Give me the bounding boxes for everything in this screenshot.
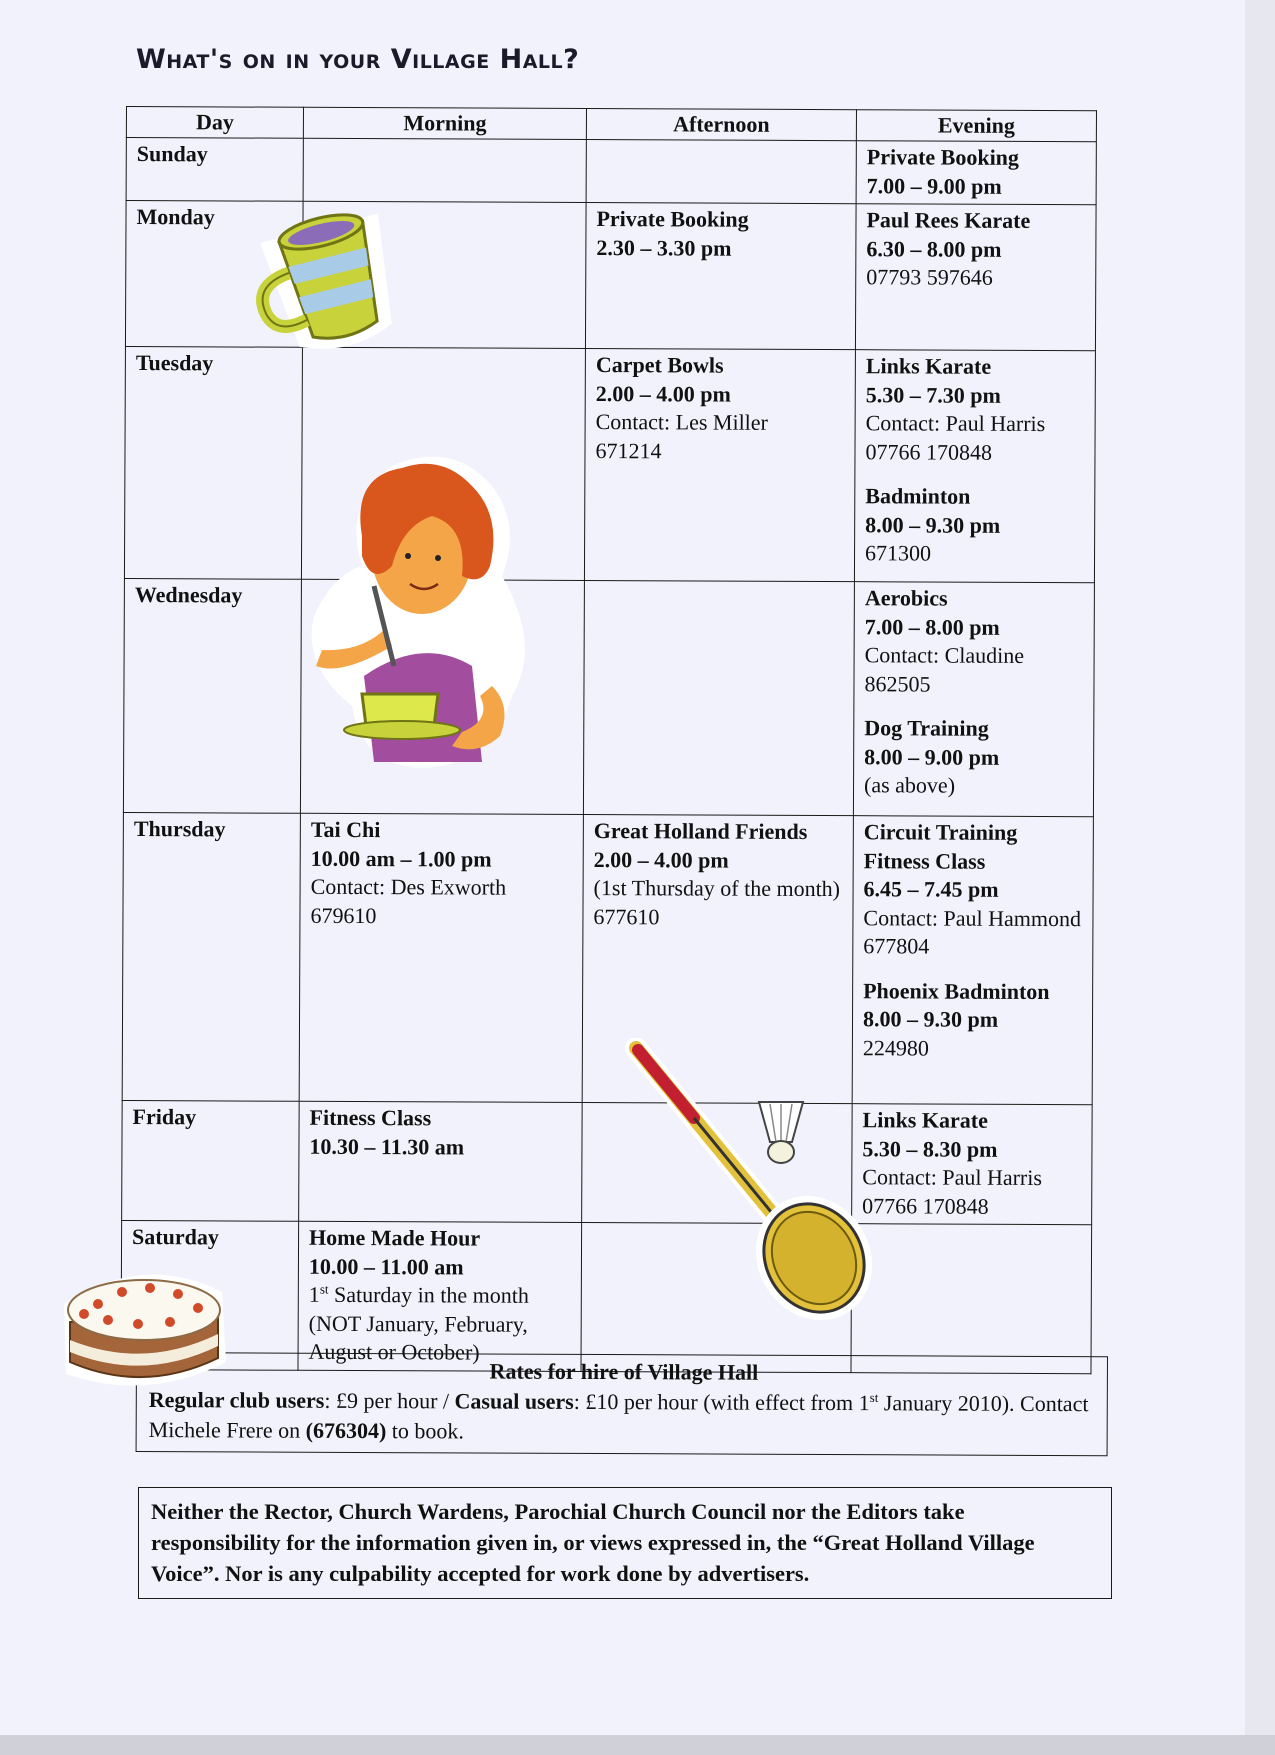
activity-time: 6.45 – 7.45 pm xyxy=(863,876,999,902)
activity-entry xyxy=(596,205,847,263)
disclaimer-box: Neither the Rector, Church Wardens, Parochial Church Council nor the Editors take responsibility for the information given in, or views expressed in, the “Great Holland Village Voice”. Nor is any culpability accepted for work done by advertisers. xyxy=(138,1487,1112,1599)
column-header: Afternoon xyxy=(586,109,856,141)
schedule-row xyxy=(124,346,1095,582)
activity-name: Carpet Bowls xyxy=(595,352,724,378)
activity-entry xyxy=(310,816,574,931)
day-cell: Sunday xyxy=(126,138,303,202)
header-row xyxy=(126,107,1096,142)
activity-name: Paul Rees Karate xyxy=(866,207,1031,233)
activity-time: 10.00 am – 1.00 pm xyxy=(310,845,492,872)
activity-entry xyxy=(867,143,1088,201)
casual-rate: : £10 per hour (with effect from 1 xyxy=(573,1388,870,1416)
activity-detail: 671300 xyxy=(865,540,932,566)
activity-note xyxy=(309,1281,573,1311)
schedule-row xyxy=(121,1220,1092,1373)
activity-time: 10.00 – 11.00 am xyxy=(308,1253,464,1279)
activity-time: 10.30 – 11.30 am xyxy=(309,1133,465,1159)
evening-cell xyxy=(851,1224,1092,1374)
scan-edge xyxy=(1245,0,1275,1755)
morning-cell xyxy=(298,1221,582,1371)
activity-detail: (as above) xyxy=(863,772,956,798)
activity-detail: 07793 597646 xyxy=(866,264,993,290)
activity-detail: 671214 xyxy=(595,437,662,463)
activity-detail: 862505 xyxy=(864,670,931,697)
activity-name: Links Karate xyxy=(862,1107,988,1133)
activity-detail: Contact: Paul Harris xyxy=(862,1164,1043,1191)
cake-sticker xyxy=(58,1262,230,1394)
hire-rates-box xyxy=(136,1352,1108,1456)
column-header: Morning xyxy=(303,107,586,139)
activity-time: 8.00 – 9.30 pm xyxy=(862,1006,999,1032)
evening-cell xyxy=(852,816,1093,1105)
girl-with-teacup-sticker xyxy=(302,446,552,772)
activity-name: Aerobics xyxy=(864,585,948,611)
rates-tail: to book. xyxy=(386,1418,464,1444)
column-header: Evening xyxy=(856,110,1096,142)
activity-time: 8.00 – 9.30 pm xyxy=(865,511,1001,538)
ordinal-suffix: st xyxy=(869,1389,879,1405)
activity-name: Private Booking xyxy=(866,144,1020,170)
activity-entry xyxy=(593,817,844,932)
evening-cell xyxy=(852,1104,1093,1225)
activity-name: Phoenix Badminton xyxy=(863,977,1050,1004)
activity-time: 2.00 – 4.00 pm xyxy=(595,380,731,407)
note-text: Saturday in the month xyxy=(328,1281,529,1308)
ordinal-suffix: st xyxy=(319,1281,329,1297)
day-cell: Saturday xyxy=(121,1220,299,1369)
activity-entry xyxy=(309,1104,573,1162)
day-cell: Monday xyxy=(125,201,303,348)
activity-time: 5.30 – 8.30 pm xyxy=(862,1135,998,1162)
regular-users-label: Regular club users xyxy=(148,1387,325,1413)
booking-phone: (676304) xyxy=(305,1417,387,1444)
activity-time: 7.00 – 9.00 pm xyxy=(866,172,1002,199)
activity-time: 7.00 – 8.00 pm xyxy=(864,613,1000,640)
page-title: What's on in your Village Hall? xyxy=(136,44,580,75)
schedule-row xyxy=(122,812,1093,1104)
activity-name: Fitness Class xyxy=(309,1104,432,1131)
casual-users-label: Casual users xyxy=(454,1388,574,1414)
activity-time: 5.30 – 7.30 pm xyxy=(865,381,1001,408)
rates-text xyxy=(149,1385,1099,1449)
activity-time: 2.00 – 4.00 pm xyxy=(593,846,729,873)
day-cell: Friday xyxy=(122,1100,300,1221)
rates-contact: January 2010). Contact Michele Frere on xyxy=(148,1390,1089,1443)
column-header: Day xyxy=(126,107,303,139)
day-cell: Wednesday xyxy=(123,578,301,813)
activity-time: 6.30 – 8.00 pm xyxy=(866,235,1002,262)
activity-name: Circuit Training Fitness Class xyxy=(863,819,1018,874)
activity-entry xyxy=(863,977,1084,1063)
activity-name: Links Karate xyxy=(865,353,992,379)
activity-time: 8.00 – 9.00 pm xyxy=(864,743,1000,770)
activity-name: Great Holland Friends xyxy=(593,818,808,844)
activity-name: Tai Chi xyxy=(310,816,381,843)
mug-sticker xyxy=(248,192,420,352)
activity-detail: Contact: Des Exworth xyxy=(310,873,507,900)
note-number: 1 xyxy=(308,1281,320,1307)
activity-entry xyxy=(864,714,1085,800)
activity-detail: Contact: Claudine xyxy=(864,642,1025,668)
activity-name: Badminton xyxy=(865,483,971,509)
activity-detail: 07766 170848 xyxy=(865,438,993,465)
evening-cell xyxy=(856,141,1096,205)
morning-cell xyxy=(299,813,583,1102)
scan-edge-bottom xyxy=(0,1735,1275,1755)
afternoon-cell xyxy=(584,349,855,582)
activity-detail: 677804 xyxy=(863,933,930,959)
afternoon-cell xyxy=(585,203,856,350)
activity-detail: (NOT January, February, August or October) xyxy=(308,1310,528,1365)
activity-detail: 677610 xyxy=(593,903,660,929)
afternoon-cell xyxy=(586,140,856,204)
activity-entry xyxy=(864,584,1085,699)
activity-entry xyxy=(865,352,1086,467)
evening-cell xyxy=(855,204,1096,351)
evening-cell xyxy=(854,350,1095,583)
schedule-row xyxy=(123,578,1094,816)
afternoon-cell xyxy=(583,581,854,816)
regular-rate: : £9 per hour / xyxy=(324,1387,455,1414)
activity-detail: 679610 xyxy=(310,902,377,928)
day-cell: Thursday xyxy=(122,812,300,1101)
schedule-row xyxy=(122,1100,1093,1224)
activity-name: Home Made Hour xyxy=(309,1224,481,1251)
rates-title: Rates for hire of Village Hall xyxy=(489,1358,759,1385)
activity-entry xyxy=(309,1224,574,1368)
activity-entry xyxy=(862,1106,1083,1221)
activity-detail: 224980 xyxy=(862,1034,929,1061)
activity-detail: 07766 170848 xyxy=(862,1192,989,1219)
activity-time: 2.30 – 3.30 pm xyxy=(596,234,732,261)
activity-name: Private Booking xyxy=(596,206,749,232)
activity-detail: Contact: Paul Harris xyxy=(865,410,1046,437)
activity-detail: Contact: Les Miller xyxy=(595,409,768,435)
badminton-racket-sticker xyxy=(616,1038,886,1328)
day-cell: Tuesday xyxy=(124,346,302,579)
activity-name: Dog Training xyxy=(864,715,989,741)
activity-detail: (1st Thursday of the month) xyxy=(593,875,841,902)
evening-cell xyxy=(853,582,1094,817)
activity-entry xyxy=(595,351,846,466)
activity-entry xyxy=(865,482,1086,568)
activity-entry xyxy=(863,818,1085,961)
activity-entry xyxy=(866,206,1087,292)
morning-cell xyxy=(299,1101,583,1222)
activity-detail: Contact: Paul Hammond xyxy=(863,904,1082,931)
